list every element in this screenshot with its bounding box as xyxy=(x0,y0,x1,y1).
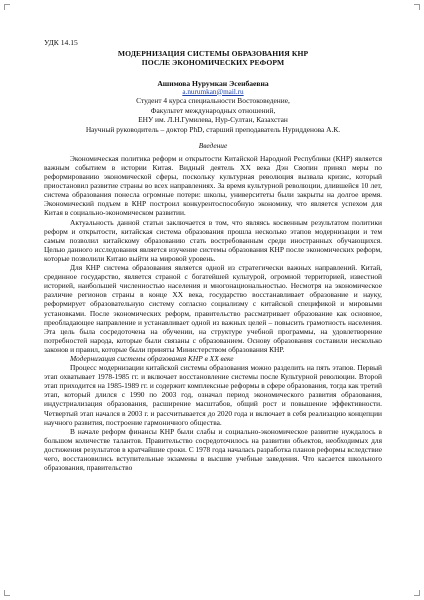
affiliation-line-2: Факультет международных отношений, xyxy=(150,105,276,115)
body-paragraph-4: Процесс модернизации китайской системы образования можно разделить на пять этапов. Первый этап охватывает 1978-1985 гг. и включает восстановление системы после Культурной революции. Второй этап приходится на 1985-1989 гг. и содержит комплексные реформы в сфере образования, тогда как третий этап, который длился с 1990 по 2003 год, означал период экономического развития образования, индустриализация образования, расширение масштабов, общий рост и повышение эффективности. Четвертый этап начался в 2003 г. и рассчитывается до 2020 года и включает в себя реализацию концепции научного развития, построение гармоничного общества. xyxy=(44,363,382,427)
udk-code: УДК 14.15 xyxy=(44,38,78,47)
crop-mark-bottom-right xyxy=(414,590,420,596)
crop-mark-top-left xyxy=(4,4,10,10)
body-paragraph-2: Актуальность данной статьи заключается в том, что являясь косвенным результатом политики реформ и открытости, китайская система образования прошла несколько этапов модернизации и тем самым позволил китайскому образованию стать востребованным среди иностранных обучающихся. Целью данного исследования является изучение системы образования КНР после экономических реформ, которые позволили Китаю выйти на мировой уровень. xyxy=(44,217,382,263)
body-paragraph-1: Экономическая политика реформ и открытости Китайской Народной Республики (КНР) является важным событием в истории Китая. Видный деятель XX века Дэн Сяопин принял меры по реформированию экономической сферы, поскольку культурная революция вызвала кризис, который приостановил развитие страны во всех направлениях. За время культурной революции, длившейся 10 лет, система образования понесла огромные потери: школы, университеты были закрыты на долгое время. Экономический подъем в КНР построил конкурентоспособную экономику, что является успехом для Китая в социально-экономическом развитии. xyxy=(44,153,382,218)
affiliation-line-3: ЕНУ им. Л.Н.Гумилева, Нур-Султан, Казахстан xyxy=(138,115,288,125)
body-paragraph-3: Для КНР система образования является одной из стратегически важных направлений. Китай, срединное государство, является страной с богатейшей культурой, огромной территорией, известной историей, наибольшей численностью населения и многонациональностью. Несмотря на экономическое различие регионов страны в конце XX века, государство восстанавливает образование и науку, реформирует образовательную систему согласно социализму с китайской спецификой и мировыми установками. После экономических реформ, правительство рассматривает образование как основное, преобладающее направление и устанавливает одной из важных целей – повысить грамотность населения. Эта цель была сосредоточена на обучении, на структуре учебной программы, на удовлетворение потребностей народа, которые были связаны с образованием. Основу образования составили несколько законов и правил, которые были приняты Министерством образования КНР. xyxy=(44,263,382,354)
subsection-heading: Модернизация системы образования КНР в XX веке xyxy=(70,353,234,363)
body-paragraph-5: В начале реформ финансы КНР были слабы и социально-экономическое развитие нуждалось в большом количестве талантов. Правительство сосредоточилось на развитии объектов, необходимых для достижения результатов в кратчайшие сроки. С 1978 года началась разработка планов реформы вследствие чего, восстановились вступительные экзамены в высшие учебные заведения. Что касается школьного образования, правительство xyxy=(44,426,382,473)
paper-title-line-1: МОДЕРНИЗАЦИЯ СИСТЕМЫ ОБРАЗОВАНИЯ КНР xyxy=(117,49,309,59)
section-heading-intro: Введение xyxy=(198,140,228,150)
paper-title-line-2: ПОСЛЕ ЭКОНОМИЧЕСКИХ РЕФОРМ xyxy=(141,58,285,68)
author-name: Ашимова Нурумкан Эсенбаевна xyxy=(157,78,269,88)
supervisor-line: Научный руководитель – доктор PhD, старший преподаватель Нуридденова А.К. xyxy=(85,124,341,134)
crop-mark-top-right xyxy=(414,4,420,10)
crop-mark-bottom-left xyxy=(4,590,10,596)
affiliation-line-1: Студент 4 курса специальности Востоковедение, xyxy=(136,96,290,106)
author-email-link[interactable]: a.nurumkan@mail.ru xyxy=(182,87,244,96)
